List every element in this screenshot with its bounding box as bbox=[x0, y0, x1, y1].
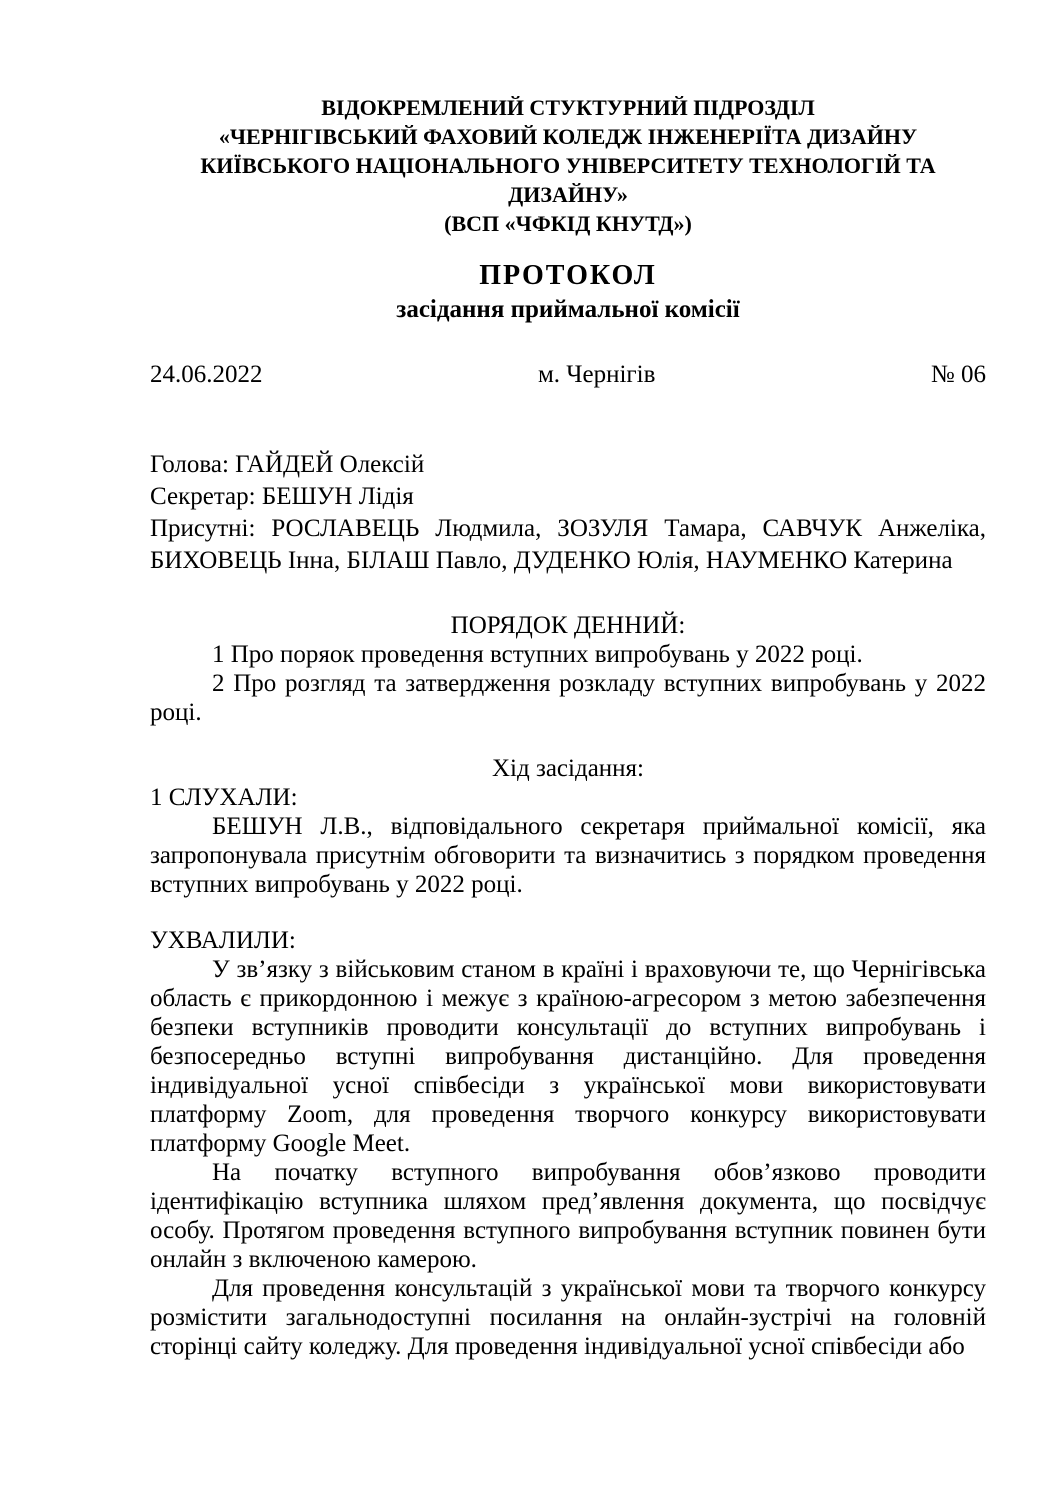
organization-header bbox=[150, 93, 986, 238]
heard-paragraph: БЕШУН Л.В., відповідального секретаря приймальної комісії, яка запропонувала присутнім обговорити та визначитись з порядком проведення вступних випробувань у 2022 році. bbox=[150, 813, 986, 898]
resolved-label: УХВАЛИЛИ: bbox=[150, 927, 296, 954]
document-date: 24.06.2022 bbox=[150, 361, 263, 388]
agenda-item-2: 2 Про розгляд та затвердження розкладу вступних випробувань у 2022 році. bbox=[150, 670, 986, 726]
resolved-paragraph-3: Для проведення консультацій з української мови та творчого конкурсу розмістити загальнодоступні посилання на онлайн-зустрічі на головній сторінці сайту коледжу. Для проведення індивідуальної усної співбесіди або bbox=[150, 1275, 986, 1360]
document-subtitle: засідання приймальної комісії bbox=[396, 296, 740, 323]
agenda-section bbox=[150, 611, 986, 727]
org-header-line-5: (ВСП «ЧФКІД КНУТД») bbox=[444, 211, 692, 236]
document-meta-row bbox=[150, 360, 986, 389]
agenda-item-1: 1 Про поряок проведення вступних випробувань у 2022 році. bbox=[212, 641, 863, 668]
proceedings-section bbox=[150, 754, 986, 1361]
document-number: № 06 bbox=[930, 361, 986, 388]
secretary-line: Секретар: БЕШУН Лідія bbox=[150, 483, 414, 510]
heard-label: 1 СЛУХАЛИ: bbox=[150, 784, 298, 811]
org-header-line-1: ВІДОКРЕМЛЕНИЙ СТУКТУРНИЙ ПІДРОЗДІЛ bbox=[321, 95, 815, 120]
resolved-block bbox=[150, 926, 986, 1361]
proceedings-heading: Хід засідання: bbox=[491, 755, 644, 782]
agenda-heading: ПОРЯДОК ДЕННИЙ: bbox=[450, 612, 686, 639]
document-place: м. Чернігів bbox=[537, 361, 656, 388]
present-line: Присутні: РОСЛАВЕЦЬ Людмила, ЗОЗУЛЯ Тамара, САВЧУК Анжеліка, БИХОВЕЦЬ Інна, БІЛАШ Павло, ДУДЕНКО Юлія, НАУМЕНКО Катерина bbox=[150, 515, 986, 574]
org-header-line-4: ДИЗАЙНУ» bbox=[508, 182, 628, 207]
document-title: ПРОТОКОЛ bbox=[479, 260, 657, 291]
participants-block bbox=[150, 449, 986, 577]
resolved-paragraph-2: На початку вступного випробування обов’язково проводити ідентифікацію вступника шляхом пред’явлення документа, що посвідчує особу. Протягом проведення вступного випробування вступник повинен бути онлайн з включеною камерою. bbox=[150, 1159, 986, 1273]
resolved-paragraph-1: У зв’язку з військовим станом в країні і враховуючи те, що Чернігівська область є прикордонною і межує з країною-агресором з метою забезпечення безпеки вступників проводити консультації до вступних випробувань і безпосередньо вступні випробування дистанційно. Для проведення індивідуальної усної співбесіди з української мови використовувати платформу Zoom, для проведення творчого конкурсу використовувати платформу Google Meet. bbox=[150, 956, 986, 1157]
org-header-line-2: «ЧЕРНІГІВСЬКИЙ ФАХОВИЙ КОЛЕДЖ ІНЖЕНЕРІЇТА ДИЗАЙНУ bbox=[218, 124, 918, 149]
chair-line: Голова: ГАЙДЕЙ Олексій bbox=[150, 451, 425, 478]
org-header-line-3: КИЇВСЬКОГО НАЦІОНАЛЬНОГО УНІВЕРСИТЕТУ ТЕХНОЛОГІЙ ТА bbox=[200, 153, 936, 178]
